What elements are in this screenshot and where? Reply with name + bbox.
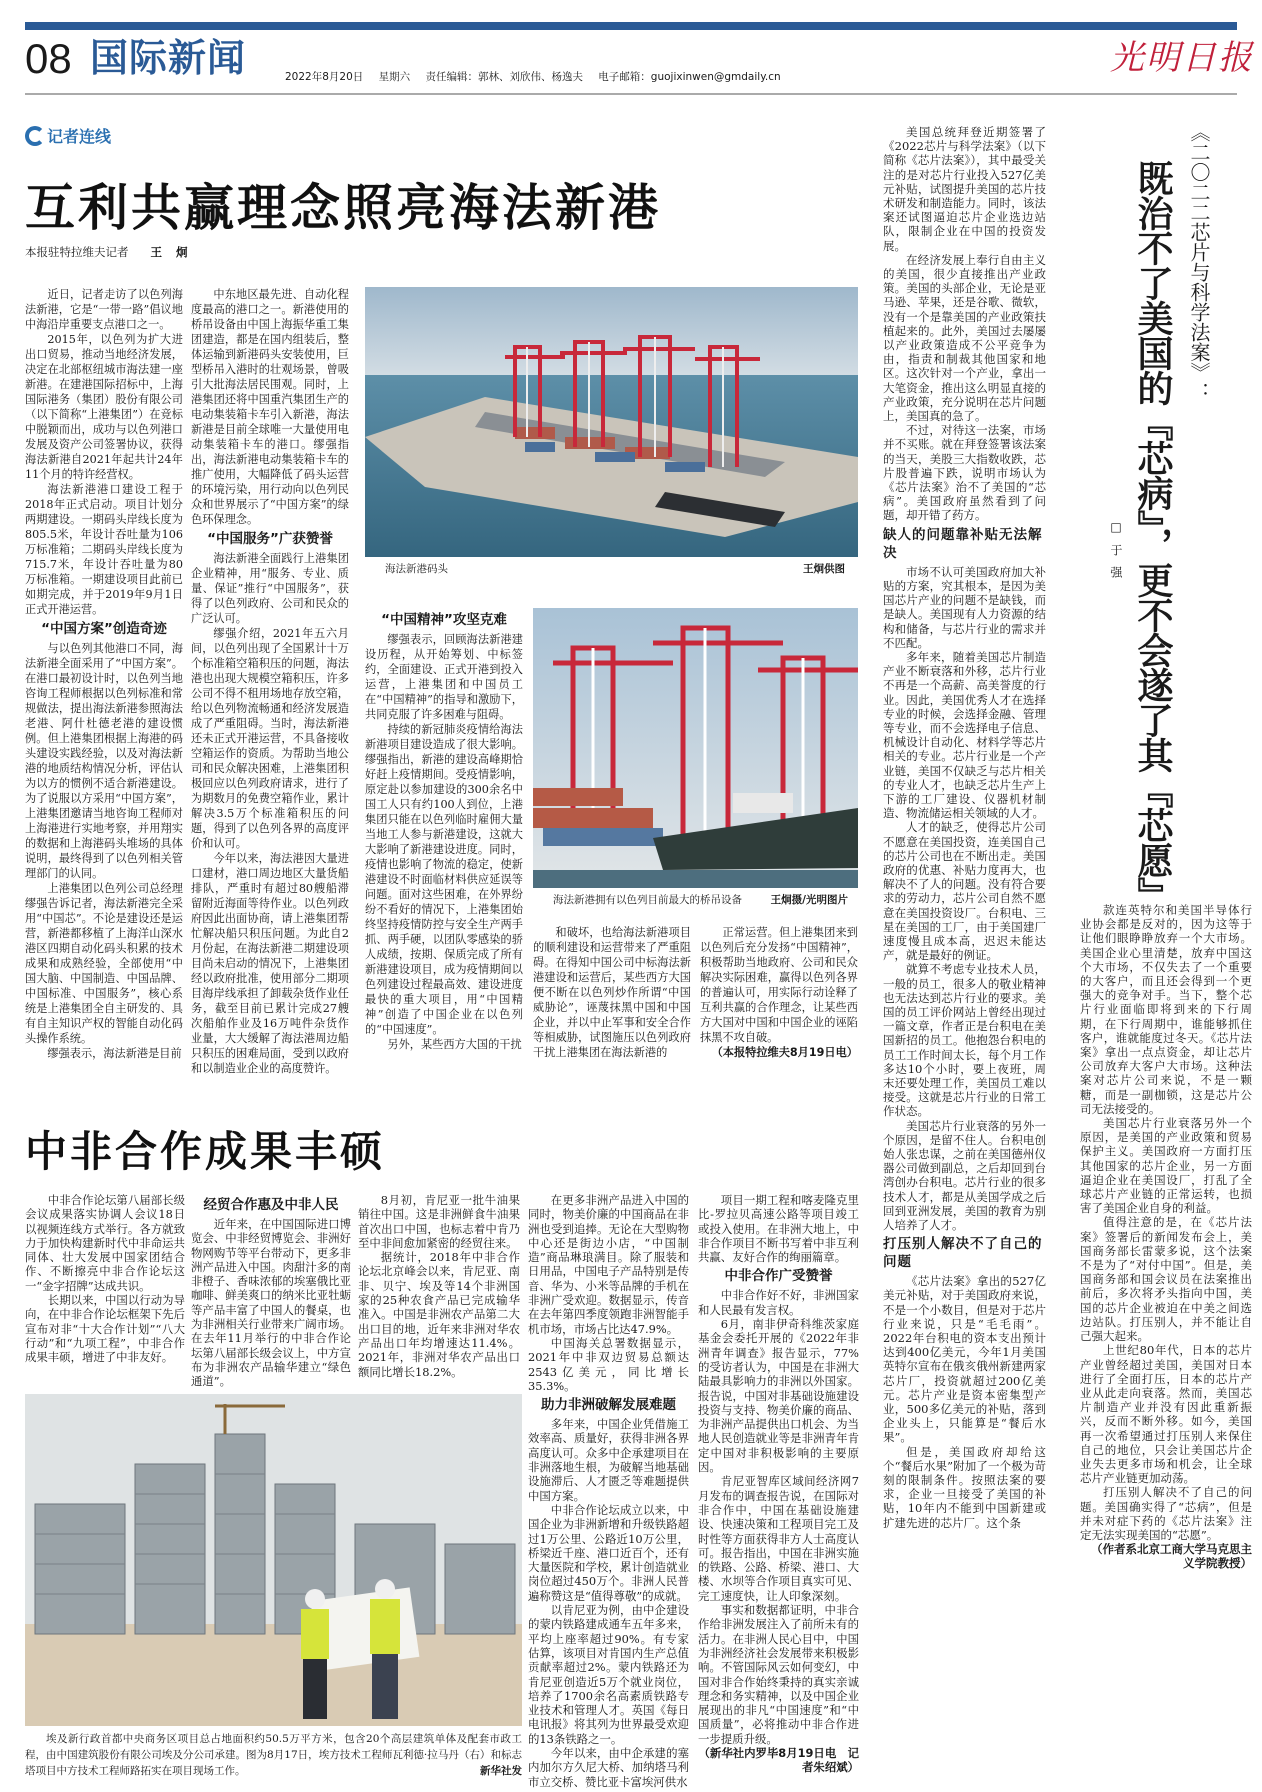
- photo-credit: 王炯供图: [803, 563, 845, 575]
- masthead-bar: [25, 22, 1237, 30]
- paragraph: 据统计，2018年中非合作论坛北京峰会以来，肯尼亚、南非、贝宁、埃及等14个非洲国家的25种农食产品已完成输华准入。中国是非洲农产品第二大出口目的地，近年来非洲对华农产品出口年均增速达11.4%。2021年，非洲对华农产品出口额同比增长18.2%。: [358, 1250, 520, 1379]
- paragraph: 缪强表示，回顾海法新港建设历程，从开始筹划、中标签约，全面建设、正式开港到投入运营，上港集团和中国员工在“中国精神”的指导和激励下，共同克服了许多困难与阻碍。: [365, 633, 523, 721]
- paragraph: 美国芯片行业衰落的另外一个原因，是留不住人。台积电创始人张忠谋，之前在美国德州仪器公司做到副总，之后却回到台湾创办台积电。芯片行业的很多技术人才，都是从美国学成之后回到亚洲发展，美国的教育为别人培养了人才。: [883, 1118, 1046, 1233]
- article-column: [883, 125, 1046, 1530]
- masthead-divider: [25, 93, 1237, 95]
- photo-credit: 王炯摄/光明图片: [770, 894, 848, 906]
- paragraph: 款连英特尔和美国半导体行业协会都是反对的，因为这等于让他们眼睁睁放弃一个大市场。美国企业心里清楚，放弃中国这个大市场，不仅失去了一个重要的大客户，而且还会得到一个更强大的竞争对手。当下，整个芯片行业面临即将到来的下行周期，在下行周期中，谁能够抓住客户，谁就能度过冬天。《芯片法案》拿出一点点资金，却让芯片公司放弃大客户大市场。这种法案对芯片公司来说，不是一颗糖，而是一副枷锁，这是芯片公司无法接受的。: [1080, 903, 1252, 1116]
- paragraph: 值得注意的是，在《芯片法案》签署后的新闻发布会上，美国商务部长雷蒙多说，这个法案不是为了“对付中国”。但是，美国商务部和国会议员在法案推出前后，多次将矛头指向中国，美国的芯片企业被迫在中美之间选边站队。打压别人，并不能让自己强大起来。: [1080, 1215, 1252, 1344]
- caption-text: 海法新港码头: [385, 563, 448, 575]
- paragraph: 人才的缺乏，使得芯片公司不愿意在美国投资，连美国自己的芯片公司也在不断出走。美国政府的优惠、补贴力度再大，也解决不了人的问题。没有符合要求的劳动力，芯片公司自然不愿意在美国投资设厂。台积电、三星在美国的工厂，由于美国建厂速度慢且成本高，迟迟未能达产，就是最好的例证。: [883, 820, 1046, 963]
- paragraph: 长期以来，中国以行动为导向，在中非合作论坛框架下先后宣布对非“十大合作计划”“八大行动”和“九项工程”，中非合作成果丰硕，增进了中非友好。: [25, 1293, 185, 1365]
- article-column: [1080, 903, 1252, 1571]
- issue-date: 2022年8月20日: [285, 71, 364, 83]
- article-column: [191, 287, 349, 1076]
- paragraph: 中东地区最先进、自动化程度最高的港口之一。新港使用的桥吊设备由中国上海振华重工集团建造，都是在国内组装后，整体运输到新港码头安装使用，巨型桥吊入港时的壮观场景，曾吸引大批海法居民围观。同时，上港集团还将中国重汽集团生产的电动集装箱卡车引入新港，海法新港是目前全球唯一大量使用电动集装箱卡车的港口。缪强指出，海法新港电动集装箱卡车的推广使用，大幅降低了码头运营的环境污染，用行动向以色列民众和世界展示了“中国方案”的绿色环保理念。: [191, 288, 349, 526]
- paragraph: 不过，对待这一法案，市场并不买账。就在拜登签署该法案的当天，美股三大指数收跌，芯片股普遍下跌，说明市场认为《芯片法案》治不了美国的“芯病”。美国政府虽然看到了问题，却开错了药方。: [883, 423, 1046, 523]
- article-headline: 互利共赢理念照亮海法新港: [25, 178, 661, 237]
- page-number: 08: [25, 35, 72, 82]
- caption-text: 海法新港拥有以色列目前最大的桥吊设备: [553, 894, 742, 906]
- article-column: [25, 287, 183, 1061]
- paragraph: 在经济发展上奉行自由主义的美国，很少直接推出产业政策。美国的头部企业，无论是亚马逊、苹果，还是谷歌、微软，没有一个是靠美国的产业政策扶植起来的。此外，美国过去屡屡以产业政策造成不公平竞争为由，指责和制裁其他国家和地区。这次针对一个产业，拿出一大笔资金，推出这么明显直接的产业政策，充分说明在芯片问题上，美国真的急了。: [883, 252, 1046, 424]
- dateline: （新华社内罗毕8月19日电 记者朱绍斌）: [698, 1745, 859, 1775]
- paragraph: 上世纪80年代，日本的芯片产业曾经超过美国，美国对日本进行了全面打压，日本的芯片产业从此走向衰落。然而，美国芯片制造产业并没有因此重新振兴，反而不断外移。如今，美国再一次希望通过打压别人来保住自己的地位，只会让美国芯片企业失去更多市场和机会，让全球芯片产业链更加动荡。: [1080, 1343, 1252, 1486]
- paragraph: 在更多非洲产品进入中国的同时，物美价廉的中国商品在非洲也受到追捧。无论在大型购物中心还是街边小店，“中国制造”商品琳琅满目。除了服装和日用品，中国电子产品特别是传音、华为、小米等品牌的手机在非洲广受欢迎。数据显示，传音在去年第四季度领跑非洲智能手机市场，市场占比达47.9%。: [528, 1193, 689, 1336]
- column-tag-label: 记者连线: [47, 127, 112, 146]
- byline: [25, 244, 202, 260]
- section-heading: “中国精神”攻坚克难: [381, 612, 507, 628]
- section-heading: 缺人的问题靠补贴无法解决: [883, 526, 1043, 561]
- paragraph: 中国海关总署数据显示，2021年中非双边贸易总额达2543亿美元，同比增长35.3%。: [528, 1335, 689, 1393]
- paragraph: 海法新港全面践行上港集团企业精神，用“服务、专业、质量、保证”推行“中国服务”，获得了以色列政府、公司和民众的广泛认可。: [191, 552, 349, 625]
- paragraph: 8月初，肯尼亚一批牛油果销往中国。这是非洲鲜食牛油果首次出口中国，也标志着中肯乃至中非间愈加紧密的经贸往来。: [358, 1193, 520, 1250]
- paragraph: 持续的新冠肺炎疫情给海法新港项目建设造成了很大影响。缪强指出，新港的建设高峰期恰好赶上疫情期间。受疫情影响，原定赴以参加建设的300余名中国工人只有约100人到位，上港集团只能在以色列临时雇佣大量当地工人参与新港建设，这就大大影响了新港建设进度。同时，疫情也影响了物流的稳定，使新港建设不时面临材料供应延误等问题。面对这些困难，在外界纷纷不看好的情况下，上港集团始终坚持疫情防控与安全生产两手抓、两手硬，以团队零感染的骄人成绩，按期、保质完成了所有新港建设项目，成为疫情期间以色列建设过程最高效、建设进度最快的重大项目，用“中国精神”创造了中国企业在以色列的“中国速度”。: [365, 723, 523, 1036]
- article-column: [365, 608, 523, 1052]
- byline-name: 王炯: [150, 245, 202, 259]
- article-column: [25, 1193, 185, 1365]
- paragraph: 近日，记者走访了以色列海法新港，它是“一带一路”倡议地中海沿岸重要支点港口之一。: [25, 288, 183, 331]
- paragraph: 今年以来，由中企承建的塞内加尔方久尼大桥、加纳塔马利市立交桥、赞比亚卡富埃河供水: [528, 1745, 689, 1789]
- paragraph: 多年来，中国企业凭借施工效率高、质量好，获得非洲各界高度认可。众多中企承建项目在非洲落地生根，为破解当地基础设施滞后、人才匮乏等难题提供中国方案。: [528, 1417, 689, 1503]
- photo-credit: 新华社发: [480, 1765, 522, 1777]
- article-column: [700, 925, 858, 1060]
- paragraph: 事实和数据都证明，中非合作给非洲发展注入了前所未有的活力。在非洲人民心目中，中国为非洲经济社会发展带来积极影响。不管国际风云如何变幻，中国对非合作始终秉持的真实亲诚理念和务实精神，以及中国企业展现出的非凡“中国速度”和“中国质量”，必将推动中非合作进一步提质升级。: [698, 1603, 859, 1746]
- article-subtitle: 《二〇二二芯片与科学法案》：: [1187, 122, 1211, 402]
- masthead-meta: [285, 70, 793, 84]
- article-column: [528, 1193, 689, 1789]
- paragraph: 中非合作论坛第八届部长级会议成果落实协调人会议18日以视频连线方式举行。各方就致力于加快构建新时代中非命运共同体、壮大发展中国家团结合作、不断擦亮中非合作论坛这一“金字招牌”达成共识。: [25, 1193, 185, 1293]
- paragraph: 就算不考虑专业技术人员，一般的员工，很多人的敬业精神也无法达到芯片行业的要求。美国的员工评价网站上曾经出现过一篇文章，作者正是台积电在美国新招的员工。他抱怨台积电的员工工作时间太长，每个月工作多达10个小时，要上夜班，周末还要处理工作，美国员工难以接受。这就是芯片行业的日常工作状态。: [883, 962, 1046, 1119]
- paragraph: 多年来，随着美国芯片制造产业不断衰落和外移，芯片行业不再是一个高薪、高美誉度的行业。因此，美国优秀人才在选择专业的时候，会选择金融、管理等专业，而不会选择电子信息、机械设计自动化、材料学等芯片相关的专业。芯片行业是一个产业链，美国不仅缺乏与芯片相关的专业人才，也缺乏芯片生产上下游的工厂建设、仪器机材制造、物流储运相关领域的人才。: [883, 649, 1046, 821]
- photo-caption: [385, 562, 845, 577]
- paragraph: 上港集团以色列公司总经理缪强告诉记者，海法新港完全采用“中国芯”。不论是建设还是运营，新港都移植了上海洋山深水港区四期自动化码头积累的技术成果和成熟经验，全部使用“中国大脑、中国制造、中国品牌、中国标准、中国服务”，核心系统是上港集团全自主研发的、具有自主知识产权的智能自动化码头操作系统。: [25, 882, 183, 1045]
- paragraph: 中非合作论坛成立以来，中国企业为非洲新增和升级铁路超过1万公里、公路近10万公里，桥梁近千座、港口近百个，还有大量医院和学校，累计创造就业岗位超过450万个。非洲人民普遍称赞这是“值得尊敬”的成就。: [528, 1502, 689, 1603]
- article-headline: 既治不了美国的『芯病』，更不会遂了其『芯愿』: [1132, 160, 1174, 912]
- photo-caption: [25, 1731, 522, 1779]
- paragraph: 6月，南非伊奇科维茨家庭基金会委托开展的《2022年非洲青年调查》报告显示，77%的受访者认为，中国是在非洲大陆最具影响力的非洲以外国家。报告说，中国对非基础设施建设投资与支持、物美价廉的商品、为非洲产品提供出口机会、为当地人民创造就业等是非洲青年肯定中国对非积极影响的主要原因。: [698, 1317, 859, 1475]
- section-heading: 中非合作广受赞誉: [724, 1268, 833, 1285]
- photo-port: [365, 287, 858, 557]
- paragraph: 以肯尼亚为例，由中企建设的蒙内铁路建成通车五年多来，平均上座率超过90%。有专家估算，该项目对肯国内生产总值贡献率超过2%。蒙内铁路还为肯尼亚创造近5万个就业岗位，培养了1700余名高素质铁路专业技术和管理人才。英国《每日电讯报》将其列为世界最受欢迎的13条铁路之一。: [528, 1603, 689, 1746]
- paragraph: 缪强表示，海法新港是目前: [47, 1047, 182, 1060]
- editor-email: 电子邮箱：guojixinwen@gmdaily.cn: [598, 71, 781, 83]
- paragraph: 正常运营。但上港集团来到以色列后充分发扬“中国精神”，积极帮助当地政府、公司和民众解决实际困难，赢得以色列各界的普遍认可，用实际行动诠释了互利共赢的合作理念，让某些西方大国对中国和中国企业的诬陷抹黑不攻自破。: [700, 926, 858, 1044]
- article-column: [533, 925, 691, 1060]
- editors: 责任编辑：郭林、刘欣伟、杨逸夫: [425, 71, 583, 83]
- paragraph: 2015年，以色列为扩大进出口贸易，推动当地经济发展，决定在北部枢纽城市海法建一座新港。在建港国际招标中，上海国际港务（集团）股份有限公司（以下简称“上港集团”）在竞标中脱颖而出，成功与以色列港口发展及资产公司签署协议，获得海法新港自2021年起共计24年11个月的特许经营权。: [25, 333, 183, 481]
- column-tag: [25, 124, 111, 147]
- author: □于强: [1109, 520, 1123, 588]
- dateline: （作者系北京工商大学马克思主义学院教授）: [1091, 1542, 1252, 1571]
- section-heading: “中国服务”广获赞誉: [207, 531, 333, 547]
- article-column: [191, 1193, 351, 1389]
- newspaper-logo: 光明日报: [1110, 38, 1254, 78]
- paragraph: 但是，美国政府却给这个“餐后水果”附加了一个极为苛刻的限制条件。按照法案的要求，企业一旦接受了美国的补贴，10年内不能到中国新建或扩建先进的芯片厂。这个条: [883, 1444, 1046, 1530]
- dateline: （本报特拉维夫8月19日电）: [711, 1046, 858, 1059]
- photo-construction-site: [25, 1394, 522, 1726]
- photo-caption: [553, 893, 848, 908]
- paragraph: 和破坏，也给海法新港项目的顺利建设和运营带来了严重阻碍。在得知中国公司中标海法新港建设和运营后，某些西方大国便不断在以色列炒作所谓“中国威胁论”，诬蔑抹黑中国和中国企业，并以中止军事和安全合作等相威胁，试图施压以色列政府干扰上港集团在海法新港的: [533, 926, 691, 1059]
- byline-prefix: 本报驻特拉维夫记者: [25, 245, 129, 259]
- section-heading: 经贸合作惠及中非人民: [203, 1197, 339, 1213]
- paragraph: 肯尼亚智库区域间经济网7月发布的调查报告说，在国际对非合作中，中国在基础设施建设、快速决策和工程项目完工及时性等方面获得非方人士高度认可。报告指出，中国在非洲实施的铁路、公路、桥梁、港口、大楼、水坝等合作项目真实可见、完工速度快，让人印象深刻。: [698, 1474, 859, 1603]
- section-heading: “中国方案”创造奇迹: [41, 621, 167, 637]
- paragraph: 《芯片法案》拿出的527亿美元补贴，对于美国政府来说，不是一个小数目，但是对于芯片行业来说，只是“毛毛雨”。2022年台积电的资本支出预计达到400亿美元，今年1月美国英特尔宣布在俄亥俄州新建两家芯片厂，投资就超过200亿美元。芯片产业是资本密集型产业，500多亿美元的补贴，落到企业头上，只能算是“餐后水果”。: [883, 1274, 1046, 1445]
- paragraph: 缪强介绍，2021年五六月间，以色列出现了全国累计十万个标准箱空箱积压的问题，海法港也出现大规模空箱积压，许多公司不得不租用场地存放空箱，给以色列物流畅通和经济发展造成了严重阻碍。当时，海法新港还未正式开港运营，不具备接收空箱运作的资质。为帮助当地公司和民众解决困难，上港集团积极回应以色列政府请求，进行了为期数月的免费空箱作业，累计解决3.5万个标准箱积压的问题，得到了以色列各界的高度评价和认可。: [191, 627, 349, 850]
- section-title: 国际新闻: [90, 36, 247, 80]
- article-headline: 中非合作成果丰硕: [25, 1127, 386, 1176]
- paragraph: 打压别人解决不了自己的问题。美国确实得了“芯病”，但是并未对症下药的《芯片法案》注定无法实现美国的“芯愿”。: [1080, 1485, 1252, 1542]
- paragraph: 美国总统拜登近期签署了《2022芯片与科学法案》（以下简称《芯片法案》），其中最受关注的是对芯片行业投入527亿美元补贴，试图提升美国的芯片技术研发和制造能力。同时，该法案还试图逼迫芯片企业选边站队，限制企业在中国的投资发展。: [883, 125, 1046, 253]
- paragraph: 另外，某些西方大国的干扰: [387, 1038, 522, 1051]
- paragraph: 近年来，在中国国际进口博览会、中非经贸博览会、非洲好物网购节等平台带动下，更多非洲产品进入中国。肉甜汁多的南非橙子、香味浓郁的埃塞俄比亚咖啡、鲜美爽口的纳米比亚牡蛎等产品丰富了中国人的餐桌，也为非洲相关行业带来广阔市场。在去年11月举行的中非合作论坛第八届部长级会议上，中方宣布为非洲农产品输华建立“绿色通道”。: [191, 1217, 351, 1389]
- paragraph: 市场不认可美国政府加大补贴的方案，究其根本，是因为美国芯片产业的问题不是缺钱，而是缺人。美国现有人力资源的结构和储备，与芯片行业的需求并不匹配。: [883, 564, 1046, 650]
- article-column: [698, 1193, 859, 1775]
- paragraph: 项目一期工程和喀麦隆克里比-罗拉贝高速公路等项目竣工或投入使用。在非洲大地上，中非合作项目不断书写着中非互利共赢、友好合作的绚丽篇章。: [698, 1193, 859, 1265]
- photo-cranes: [533, 608, 858, 888]
- paragraph: 今年以来，海法港因大量进口建材，港口周边地区大量货船排队，严重时有超过80艘船滞留附近海面等待作业。以色列政府因此出面协商，请上港集团帮忙解决船只积压问题。为此自2月份起，在海法新港二期建设项目尚未启动的情况下，上港集团经以政府批准，使用部分二期项目海岸线承担了卸载杂货作业任务，截至目前已累计完成27艘次船舶作业及16万吨件杂货作业量，大大缓解了海法港周边船只积压的困难局面，受到以政府和以制造业企业的高度赞许。: [191, 852, 349, 1075]
- g-circle-logo-icon: [25, 126, 45, 146]
- issue-weekday: 星期六: [378, 71, 411, 83]
- paragraph: 海法新港港口建设工程于2018年正式启动。项目计划分两期建设。一期码头岸线长度为805.5米，年设计吞吐量为106万标准箱；二期码头岸线长度为715.7米，年设计吞吐量为80万标准箱。一期建设项目此前已如期完成，并于2019年9月1日正式开港运营。: [25, 483, 183, 616]
- paragraph: 与以色列其他港口不同，海法新港全面采用了“中国方案”。在港口最初设计时，以色列当地咨询工程师根据以色列标准和常规做法，提出海法新港参照海法老港、阿什杜德老港的建设惯例。但上港集团根据上海港的码头建设实践经验，以及对海法新港的地质结构情况分析，评估认为以方的惯例不适合新港建设。为了说服以方采用“中国方案”，上港集团邀请当地咨询工程师对上海港进行实地考察，并用翔实的数据和上海港码头堆场的具体说明，最终得到了以色列相关管理部门的认同。: [25, 642, 183, 880]
- paragraph: 美国芯片行业衰落另外一个原因，是美国的产业政策和贸易保护主义。美国政府一方面打压其他国家的芯片企业，另一方面逼迫企业在美国设厂，打乱了全球芯片产业链的正常运转，也损害了美国企业自身的利益。: [1080, 1116, 1252, 1216]
- article-column: [358, 1193, 520, 1379]
- section-heading: 助力非洲破解发展难题: [541, 1397, 676, 1414]
- paragraph: 中非合作好不好，非洲国家和人民最有发言权。: [698, 1288, 859, 1317]
- section-heading: 打压别人解决不了自己的问题: [883, 1236, 1043, 1271]
- caption-text: 埃及新行政首都中央商务区项目总占地面积约50.5万平方米，包含20个高层建筑单体及配套市政工程，由中国建筑股份有限公司埃及分公司承建。图为8月17日，埃方技术工程师瓦利德·拉马丹（右）和标志塔项目中方技术工程师路拓实在项目现场工作。: [25, 1733, 522, 1777]
